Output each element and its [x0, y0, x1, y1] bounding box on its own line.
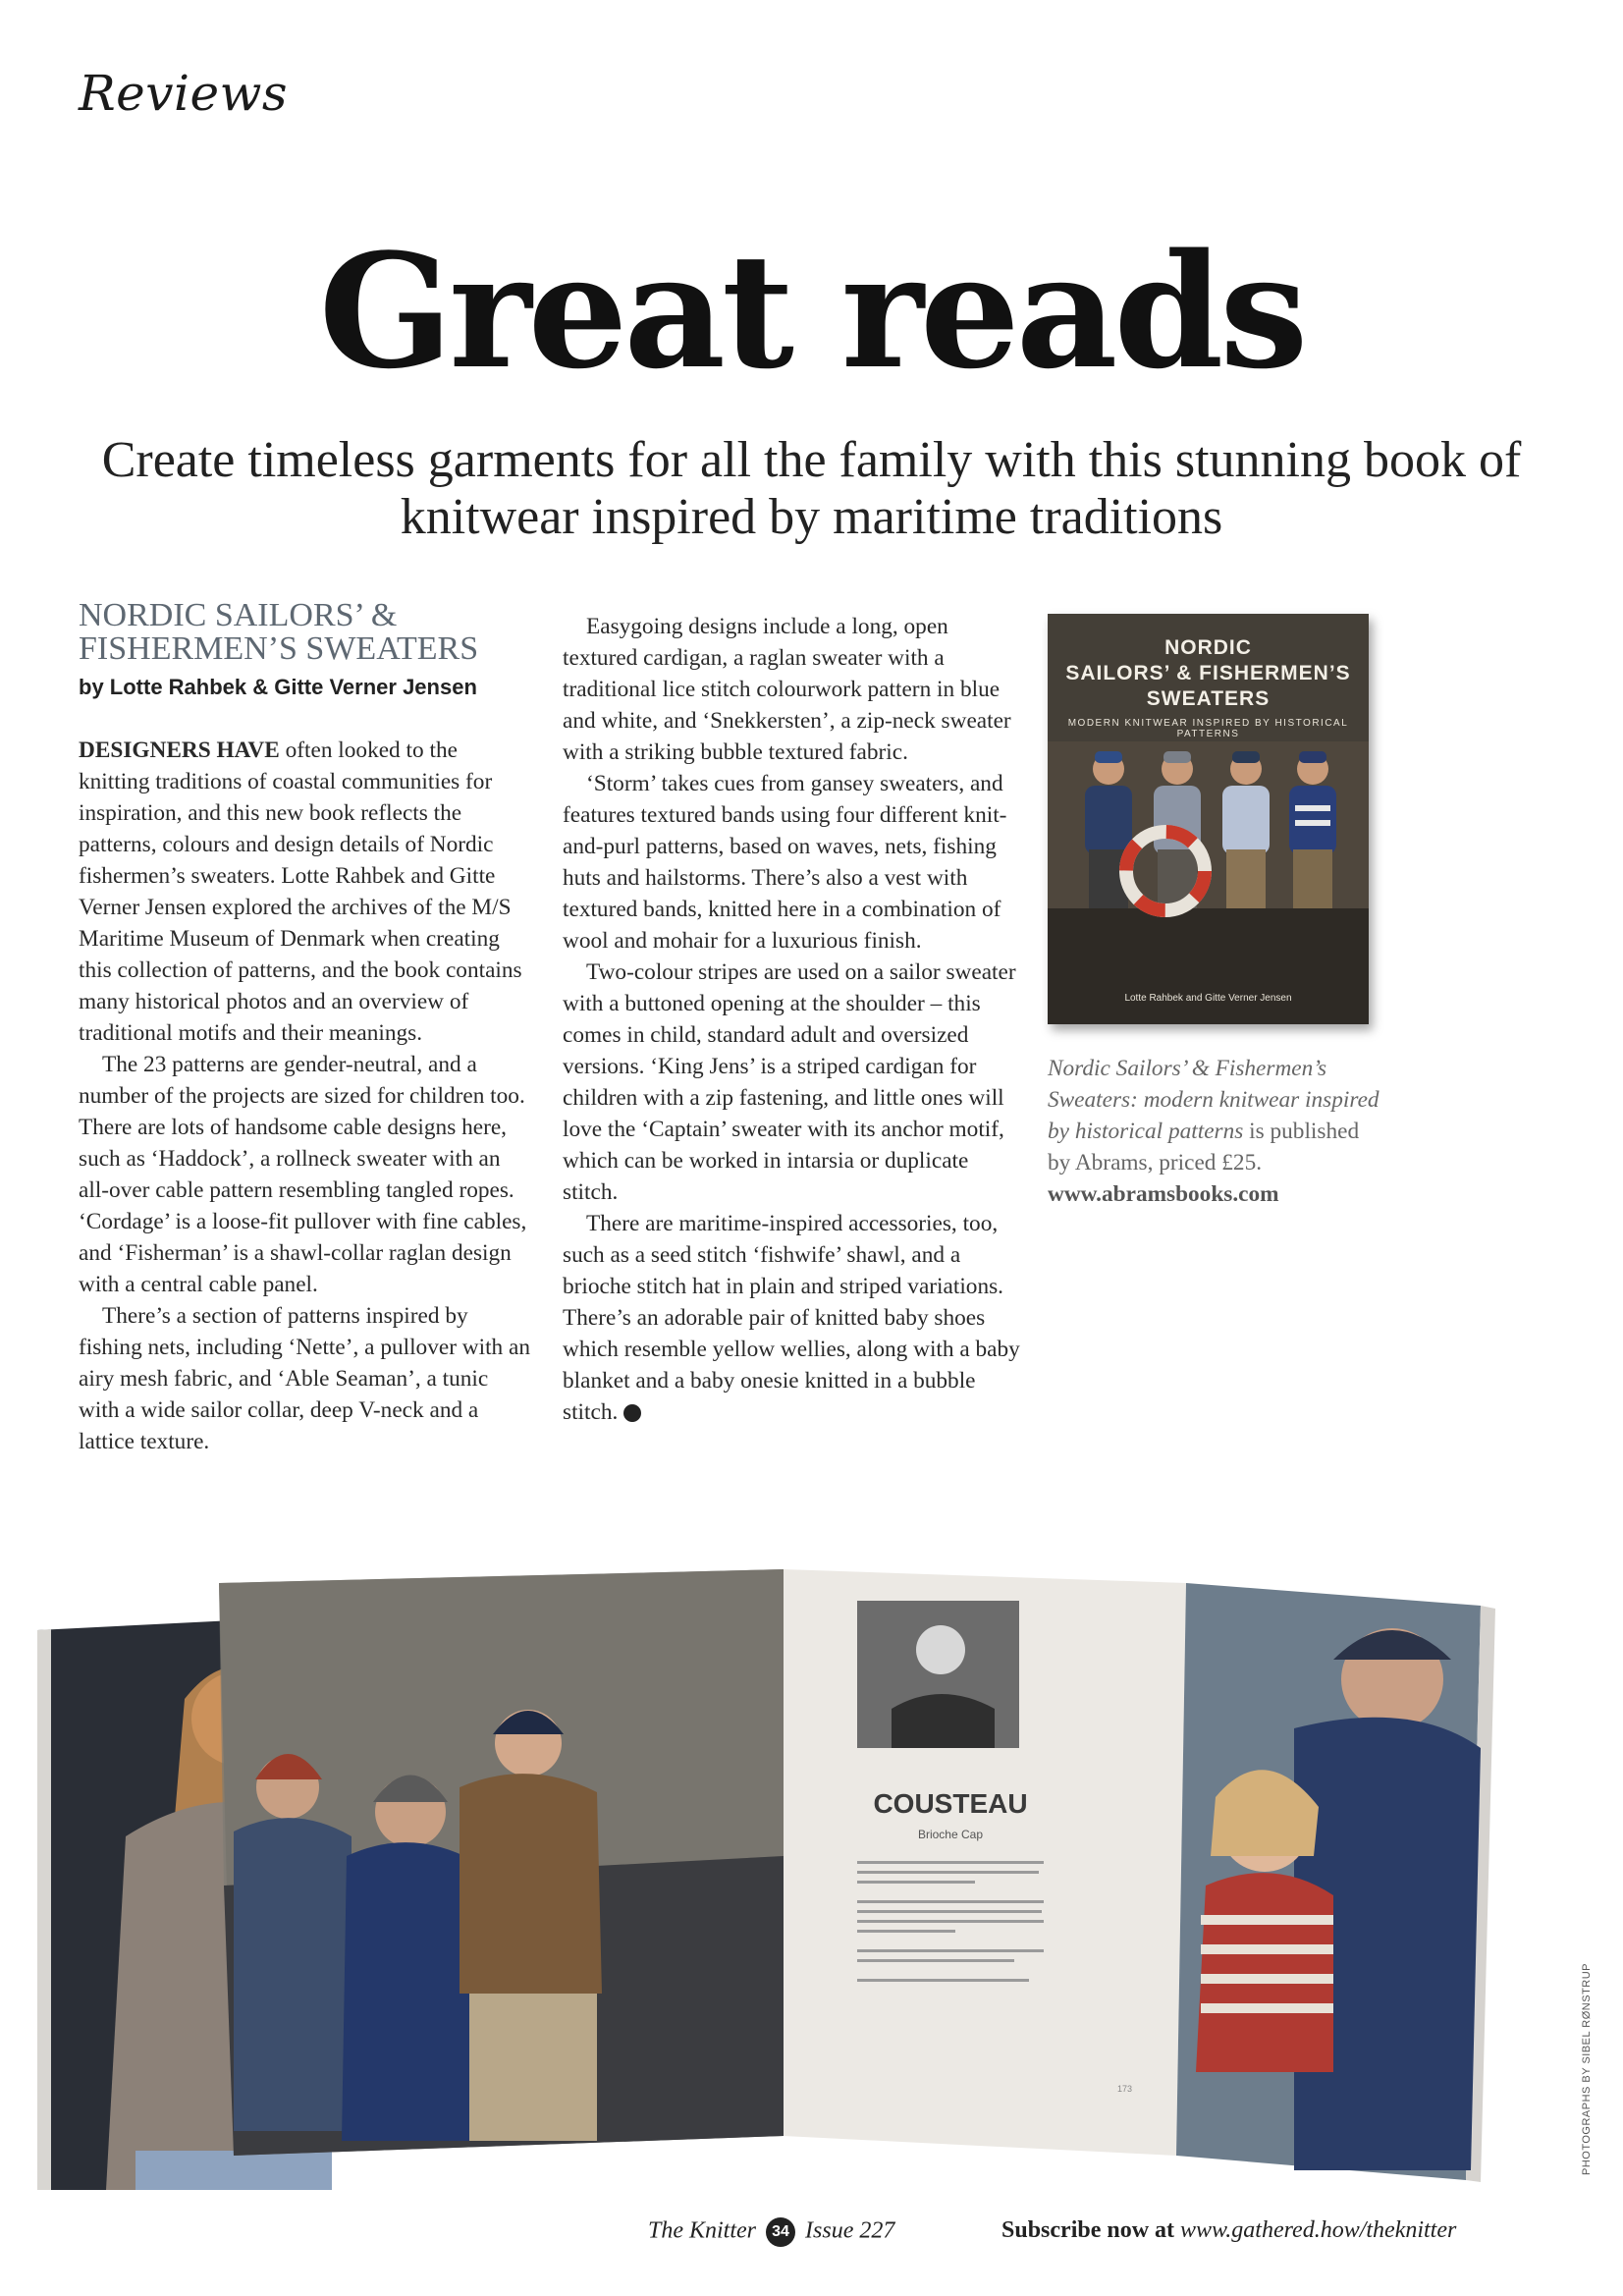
section-label: Reviews	[79, 65, 289, 122]
paragraph-text: often looked to the knitting traditions of coastal communities for inspiration, and this new book reflects the patterns, colours and design details of Nordic fishermen’s sweaters. Lotte Rahbek and Gitte Verner Jensen explored the archives of the M/S Maritime Museum of Denmark when creating this collection of patterns, and the book contains many historical photos and an overview of traditional motifs and their meanings.	[79, 738, 522, 1046]
book-cover	[1048, 614, 1369, 1024]
cover-title-line: SWEATERS	[1146, 687, 1271, 710]
cover-title	[1048, 635, 1369, 712]
book-spread-photo	[37, 1561, 1569, 2210]
magazine-name: The Knitter	[648, 2217, 757, 2244]
issue-number: Issue 227	[805, 2217, 895, 2244]
book-authors: by Lotte Rahbek & Gitte Verner Jensen	[79, 675, 477, 699]
paragraph: ‘Storm’ takes cues from gansey sweaters, and features textured bands using four different knit-and-purl patterns, based on waves, nets, fishing huts and hailstorms. There’s also a vest with textured bands, knitted here in a combination of wool and mohair for a luxurious finish.	[563, 771, 1007, 954]
paragraph: Easygoing designs include a long, open textured cardigan, a raglan sweater with a traditional lice stitch colourwork pattern in blue and white, and ‘Snekkersten’, a zip-neck sweater with a striking bubble textured fabric.	[563, 614, 1011, 765]
cover-authors: Lotte Rahbek and Gitte Verner Jensen	[1124, 993, 1292, 1004]
pattern-page	[784, 1569, 1186, 2156]
cover-title-line: SAILORS’ & FISHERMEN’S	[1065, 662, 1351, 684]
page-number-badge: 34	[766, 2217, 795, 2247]
lead-in: DESIGNERS HAVE	[79, 738, 280, 763]
subscribe-link[interactable]: www.gathered.how/theknitter	[1180, 2217, 1457, 2243]
spread-page-number: 173	[1117, 2084, 1133, 2094]
end-mark-icon: +	[623, 1404, 641, 1422]
cover-caption	[1048, 1053, 1381, 1210]
publisher-link[interactable]: www.abramsbooks.com	[1048, 1181, 1279, 1207]
book-title-line2: FISHERMEN’S SWEATERS	[79, 630, 479, 667]
article-column-1	[79, 735, 530, 1457]
footer-subscribe	[1001, 2217, 1456, 2244]
paragraph: The 23 patterns are gender-neutral, and a number of the projects are sized for children too. There are lots of handsome cable designs here, such as ‘Haddock’, a rollneck sweater with an all-over cable pattern resembling tangled ropes. ‘Cordage’ is a loose-fit pullover with fine cables, and ‘Fisherman’ is a shawl-collar raglan design with a central cable panel.	[79, 1052, 527, 1297]
standfirst: Create timeless garments for all the family with this stunning book of knitwear inspired by maritime traditions	[101, 432, 1522, 545]
paragraph	[79, 735, 530, 1049]
caption-title: Nordic Sailors’ & Fishermen’s Sweaters: modern knitwear inspired by historical patterns	[1048, 1056, 1380, 1144]
right-page-photo	[1176, 1583, 1495, 2182]
paragraph-text: There are maritime-inspired accessories, too, such as a seed stitch ‘fishwife’ shawl, and a brioche stitch hat in plain and striped variations. There’s an adorable pair of knitted baby shoes which resemble yellow wellies, along with a baby blanket and a baby onesie knitted in a bubble stitch.	[563, 1211, 1020, 1425]
book-title-line1: NORDIC SAILORS’ &	[79, 597, 398, 633]
spread-heading: COUSTEAU	[873, 1788, 1028, 1819]
spread-subheading: Brioche Cap	[917, 1828, 984, 1841]
middle-photo-page	[219, 1569, 784, 2156]
caption-text: is published by Abrams, priced £25.	[1048, 1119, 1360, 1175]
photo-credit: PHOTOGRAPHS BY SIBEL RØNSTRUP	[1581, 1962, 1593, 2175]
book-title	[79, 599, 530, 666]
paragraph: There’s a section of patterns inspired by fishing nets, including ‘Nette’, a pullover with an airy mesh fabric, and ‘Able Seaman’, a tunic with a wide sailor collar, deep V-neck and a lattice texture.	[79, 1303, 531, 1454]
footer-magazine	[648, 2217, 894, 2247]
cover-title-line: NORDIC	[1164, 636, 1252, 659]
headline: Great reads	[318, 219, 1305, 404]
cover-subtitle: MODERN KNITWEAR INSPIRED BY HISTORICAL PATTERNS	[1067, 718, 1349, 739]
paragraph	[563, 1208, 1024, 1428]
subscribe-text: Subscribe now at	[1001, 2217, 1181, 2243]
article-column-2	[563, 611, 1024, 1428]
paragraph: Two-colour stripes are used on a sailor sweater with a buttoned opening at the shoulder – this comes in child, standard adult and oversized versions. ‘King Jens’ is a striped cardigan for children with a zip fastening, and little ones will love the ‘Captain’ sweater with its anchor motif, which can be worked in intarsia or duplicate stitch.	[563, 959, 1016, 1205]
